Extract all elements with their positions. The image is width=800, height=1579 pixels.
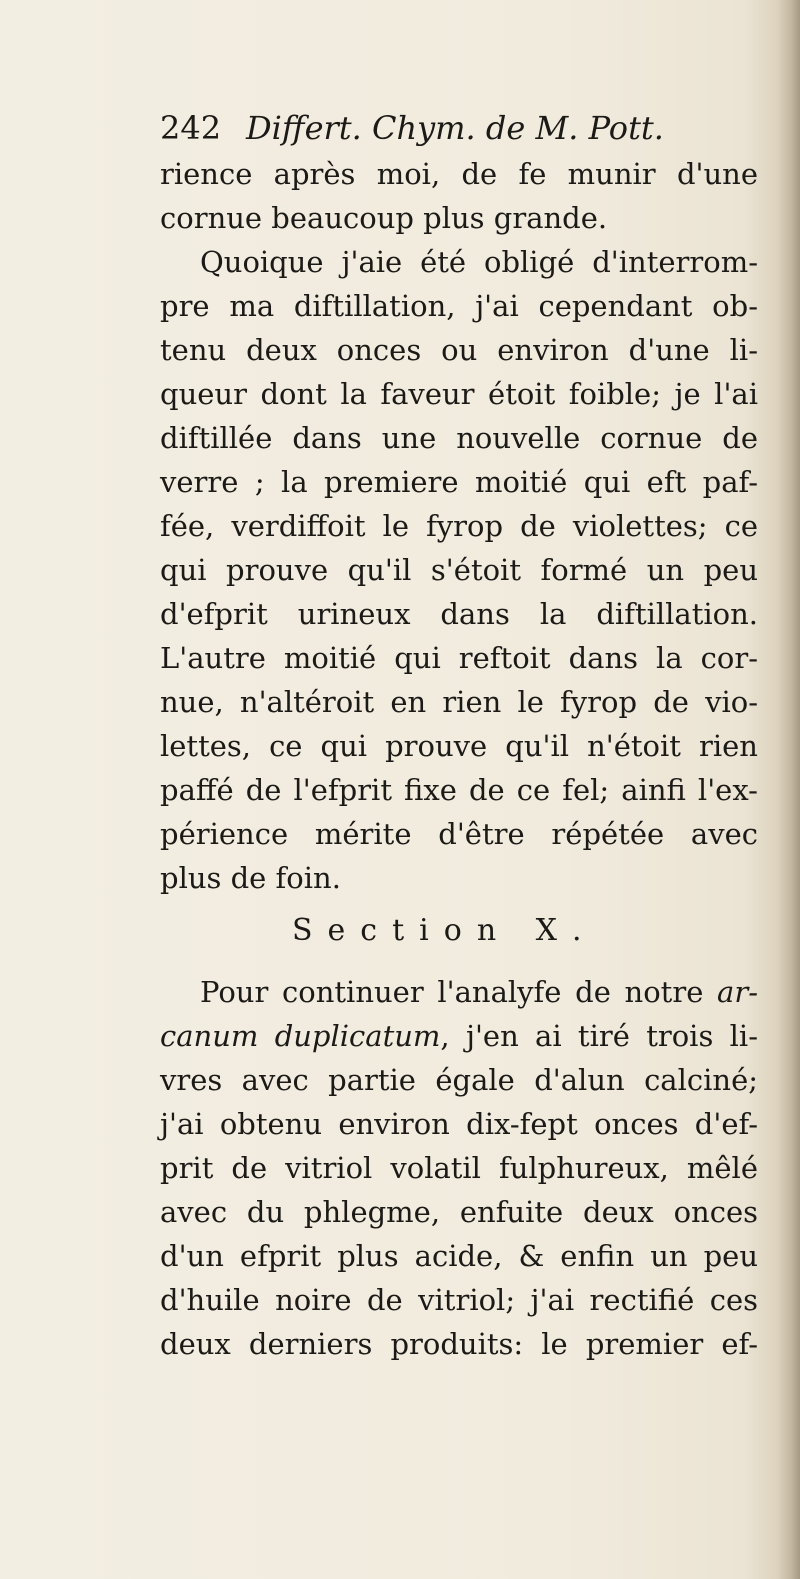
- text-line: d'huile noire de vitriol; j'ai rectifié ces: [160, 1283, 758, 1317]
- text-line: queur dont la faveur étoit foible; je l'ai: [160, 377, 758, 411]
- text-line: rience après moi, de fe munir d'une: [160, 157, 758, 191]
- text-line: tenu deux onces ou environ d'une li-: [160, 333, 758, 367]
- text-line: diftillée dans une nouvelle cornue de: [160, 421, 758, 455]
- text-line: lettes, ce qui prouve qu'il n'étoit rien: [160, 729, 758, 763]
- text-line: d'efprit urineux dans la diftillation.: [160, 597, 758, 631]
- text-span: Pour continuer l'analyfe de notre: [200, 975, 704, 1009]
- text-line: [160, 1014, 758, 1058]
- text-line: cornue beaucoup plus grande.: [160, 201, 608, 235]
- running-head: [160, 103, 760, 153]
- text-line: deux derniers produits: le premier ef-: [160, 1327, 758, 1361]
- text-line: périence mérite d'être répétée avec: [160, 817, 758, 851]
- text-line: Quoique j'aie été obligé d'interrom-: [200, 245, 758, 279]
- text-line: paffé de l'efprit fixe de ce fel; ainfi l'ex-: [160, 773, 758, 807]
- page-number: 242: [160, 109, 222, 147]
- text-line: prit de vitriol volatil fulphureux, mêlé: [160, 1151, 758, 1185]
- running-title: Differt. Chym. de M. Pott.: [246, 109, 664, 147]
- text-line: fée, verdiffoit le fyrop de violettes; ce: [160, 509, 758, 543]
- text-line: L'autre moitié qui reftoit dans la cor-: [160, 641, 758, 675]
- text-line: verre ; la premiere moitié qui eft paf-: [160, 465, 758, 499]
- text-line: plus de foin.: [160, 861, 341, 895]
- text-line: [200, 970, 758, 1014]
- text-line: vres avec partie égale d'alun calciné;: [160, 1063, 758, 1097]
- section-heading: Section X.: [292, 913, 597, 948]
- text-line: d'un efprit plus acide, & enfin un peu: [160, 1239, 758, 1273]
- text-span: , j'en ai tiré trois li-: [440, 1019, 758, 1053]
- text-line: j'ai obtenu environ dix-fept onces d'ef-: [160, 1107, 758, 1141]
- italic-term: canum duplicatum: [160, 1019, 441, 1053]
- page-edge-shadow: [778, 0, 800, 1579]
- text-line: nue, n'altéroit en rien le fyrop de vio-: [160, 685, 758, 719]
- text-line: pre ma diftillation, j'ai cependant ob-: [160, 289, 758, 323]
- text-line: qui prouve qu'il s'étoit formé un peu: [160, 553, 758, 587]
- text-line: avec du phlegme, enfuite deux onces: [160, 1195, 758, 1229]
- italic-term: ar-: [717, 975, 758, 1009]
